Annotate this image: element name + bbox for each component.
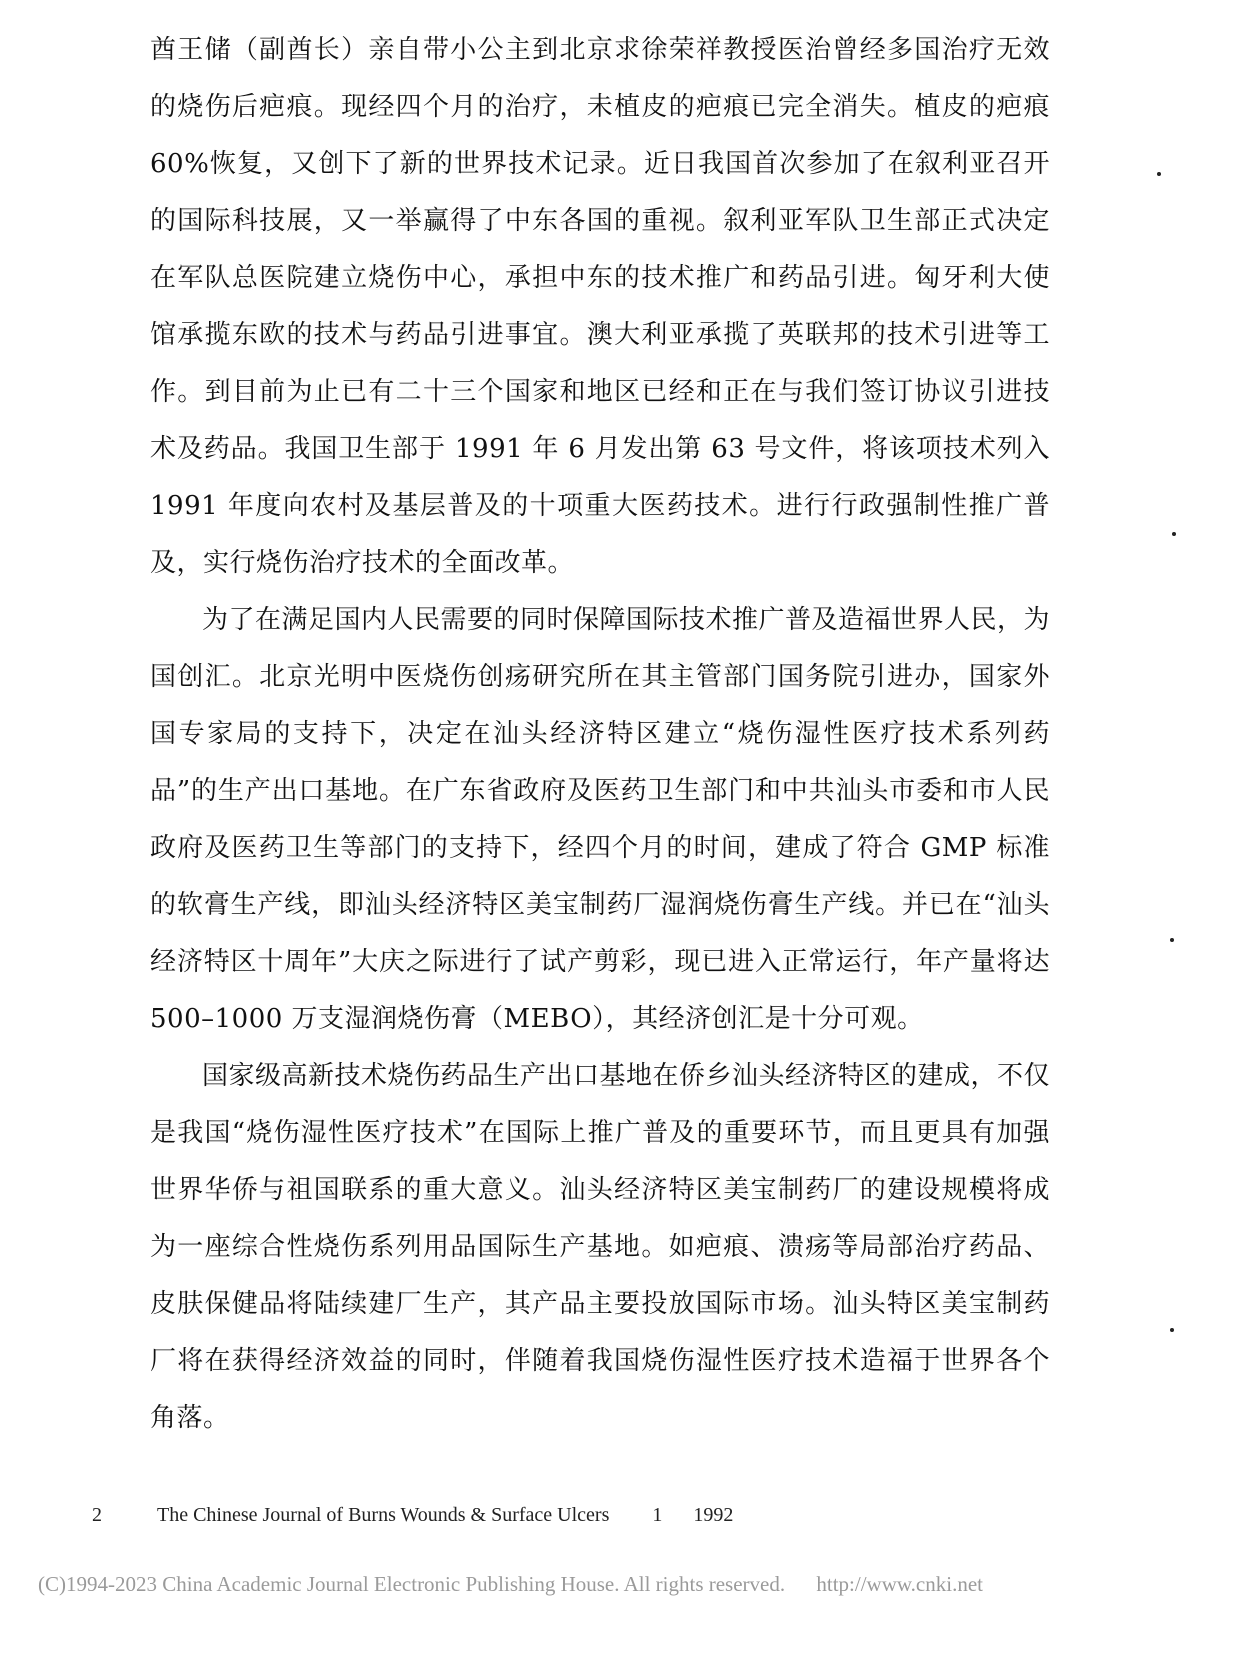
scan-speck <box>1170 938 1174 942</box>
page-footer <box>92 1504 733 1527</box>
issue-number: 1 <box>652 1504 663 1526</box>
scan-speck <box>1170 1328 1174 1332</box>
article-body <box>150 22 1050 1447</box>
paragraph-2: 为了在满足国内人民需要的同时保障国际技术推广普及造福世界人民，为国创汇。北京光明中医烧伤创疡研究所在其主管部门国务院引进办，国家外国专家局的支持下，决定在汕头经济特区建立“烧伤湿性医疗技术系列药品”的生产出口基地。在广东省政府及医药卫生部门和中共汕头市委和市人民政府及医药卫生等部门的支持下，经四个月的时间，建成了符合 GMP 标准的软膏生产线，即汕头经济特区美宝制药厂湿润烧伤膏生产线。并已在“汕头经济特区十周年”大庆之际进行了试产剪彩，现已进入正常运行，年产量将达 500–1000 万支湿润烧伤膏（MEBO），其经济创汇是十分可观。 <box>150 605 1051 1034</box>
copyright-line <box>38 1572 983 1597</box>
scan-speck <box>1157 172 1161 176</box>
paragraph-3: 国家级高新技术烧伤药品生产出口基地在侨乡汕头经济特区的建成，不仅是我国“烧伤湿性医疗技术”在国际上推广普及的重要环节，而且更具有加强世界华侨与祖国联系的重大意义。汕头经济特区美宝制药厂的建设规模将成为一座综合性烧伤系列用品国际生产基地。如疤痕、溃疡等局部治疗药品、皮肤保健品将陆续建厂生产，其产品主要投放国际市场。汕头特区美宝制药厂将在获得经济效益的同时，伴随着我国烧伤湿性医疗技术造福于世界各个角落。 <box>150 1061 1051 1433</box>
scan-speck <box>1172 532 1176 536</box>
issue-year: 1992 <box>693 1504 734 1526</box>
cnki-url: http://www.cnki.net <box>816 1572 983 1596</box>
journal-name: The Chinese Journal of Burns Wounds & Surface Ulcers <box>157 1504 610 1526</box>
page-number: 2 <box>92 1504 102 1526</box>
paragraph-1: 酋王储（副酋长）亲自带小公主到北京求徐荣祥教授医治曾经多国治疗无效的烧伤后疤痕。现经四个月的治疗，未植皮的疤痕已完全消失。植皮的疤痕 60%恢复，又创下了新的世界技术记录。近日我国首次参加了在叙利亚召开的国际科技展，又一举赢得了中东各国的重视。叙利亚军队卫生部正式决定在军队总医院建立烧伤中心，承担中东的技术推广和药品引进。匈牙利大使馆承揽东欧的技术与药品引进事宜。澳大利亚承揽了英联邦的技术引进等工作。到目前为止已有二十三个国家和地区已经和正在与我们签订协议引进技术及药品。我国卫生部于 1991 年 6 月发出第 63 号文件，将该项技术列入 1991 年度向农村及基层普及的十项重大医药技术。进行行政强制性推广普及，实行烧伤治疗技术的全面改革。 <box>150 35 1050 578</box>
copyright-notice: (C)1994-2023 China Academic Journal Electronic Publishing House. All rights reserved. <box>38 1572 786 1596</box>
